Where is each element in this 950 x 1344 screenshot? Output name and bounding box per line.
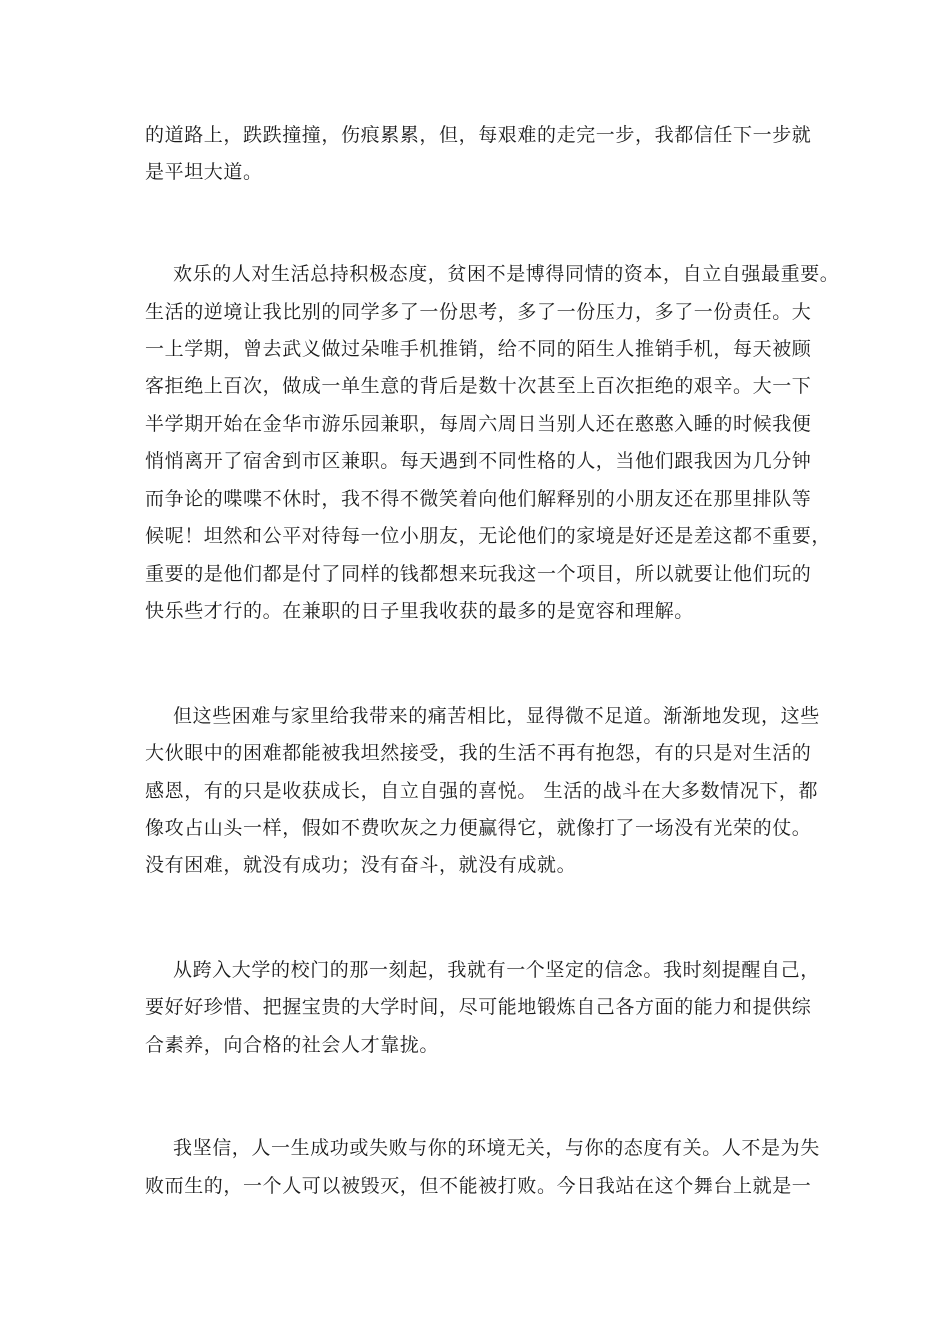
- paragraph-2-line-6: 悄悄离开了宿舍到市区兼职。每天遇到不同性格的人，当他们跟我因为几分钟: [145, 450, 812, 472]
- paragraph-3-line-4: 像攻占山头一样，假如不费吹灰之力便赢得它，就像打了一场没有光荣的仗。: [145, 817, 812, 839]
- paragraph-5-line-1: 我坚信，人一生成功或失败与你的环境无关，与你的态度有关。人不是为失: [173, 1137, 820, 1159]
- paragraph-2-line-2: 生活的逆境让我比别的同学多了一份思考，多了一份压力，多了一份责任。大: [145, 301, 812, 323]
- paragraph-3-line-3: 感恩，有的只是收获成长，自立自强的喜悦。 生活的战斗在大多数情况下，都: [145, 780, 819, 802]
- paragraph-3-line-1: 但这些困难与家里给我带来的痛苦相比，显得微不足道。渐渐地发现，这些: [173, 705, 820, 727]
- paragraph-2-line-1: 欢乐的人对生活总持积极态度，贫困不是博得同情的资本，自立自强最重要。: [173, 263, 840, 285]
- paragraph-2-line-9: 重要的是他们都是付了同样的钱都想来玩我这一个项目，所以就要让他们玩的: [145, 563, 812, 585]
- paragraph-4-line-1: 从跨入大学的校门的那一刻起，我就有一个坚定的信念。我时刻提醒自己，: [173, 959, 820, 981]
- paragraph-2-line-8: 候呢！坦然和公平对待每一位小朋友，无论他们的家境是好还是差这都不重要，: [145, 525, 832, 547]
- paragraph-3-line-5: 没有困难，就没有成功；没有奋斗，就没有成就。: [145, 854, 577, 876]
- paragraph-4-line-3: 合素养，向合格的社会人才靠拢。: [145, 1034, 440, 1056]
- paragraph-2-line-3: 一上学期，曾去武义做过朵唯手机推销，给不同的陌生人推销手机，每天被顾: [145, 338, 812, 360]
- paragraph-2-line-10: 快乐些才行的。在兼职的日子里我收获的最多的是宽容和理解。: [145, 600, 694, 622]
- paragraph-2-line-5: 半学期开始在金华市游乐园兼职，每周六周日当别人还在憨憨入睡的时候我便: [145, 413, 812, 435]
- paragraph-3-line-2: 大伙眼中的困难都能被我坦然接受，我的生活不再有抱怨，有的只是对生活的: [145, 742, 812, 764]
- paragraph-2-line-7: 而争论的喋喋不休时，我不得不微笑着向他们解释别的小朋友还在那里排队等: [145, 488, 812, 510]
- paragraph-1-line-2: 是平坦大道。: [145, 161, 263, 183]
- paragraph-5-line-2: 败而生的，一个人可以被毁灭，但不能被打败。今日我站在这个舞台上就是一: [145, 1175, 812, 1197]
- paragraph-4-line-2: 要好好珍惜、把握宝贵的大学时间，尽可能地锻炼自己各方面的能力和提供综: [145, 996, 812, 1018]
- paragraph-1-line-1: 的道路上，跌跌撞撞，伤痕累累，但，每艰难的走完一步，我都信任下一步就: [145, 124, 812, 146]
- paragraph-2-line-4: 客拒绝上百次，做成一单生意的背后是数十次甚至上百次拒绝的艰辛。大一下: [145, 375, 812, 397]
